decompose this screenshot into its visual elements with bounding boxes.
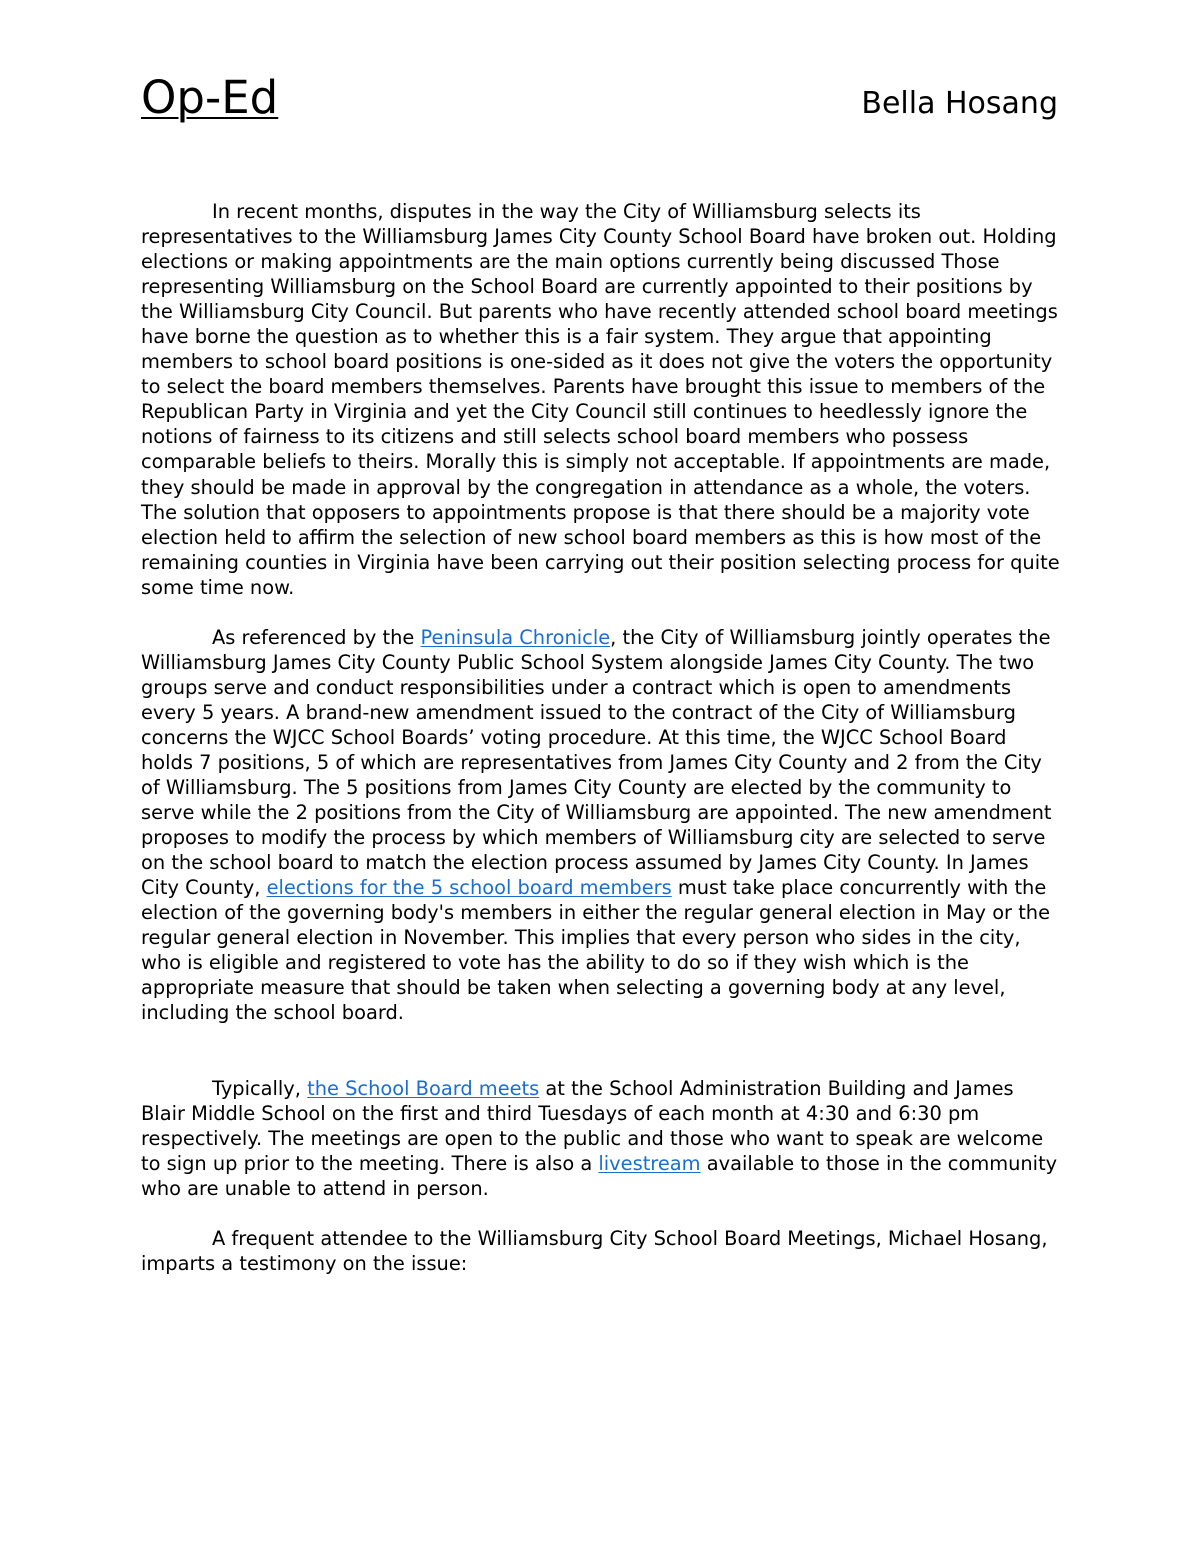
paragraph-spacer: [141, 600, 1061, 625]
paragraph-text: As referenced by the: [212, 625, 421, 649]
paragraph-testimony-intro: A frequent attendee to the Williamsburg City School Board Meetings, Michael Hosang, imparts a testimony on the issue:: [141, 1226, 1048, 1275]
school-board-elections-link[interactable]: elections for the 5 school board members: [266, 876, 672, 900]
author-name: Bella Hosang: [861, 86, 1058, 121]
school-board-meets-link[interactable]: the School Board meets: [307, 1076, 540, 1100]
document-title: Op-Ed: [141, 71, 279, 124]
paragraph-spacer: [141, 1026, 1061, 1076]
article-body: [141, 199, 1061, 1276]
paragraph-intro: In recent months, disputes in the way the City of Williamsburg selects its representatives to the Williamsburg James City County School Board have broken out. Holding elections or making appointments are the main options currently being discussed Those representing Williamsburg on the School Board are currently appointed to their positions by the Williamsburg City Council. But parents who have recently attended school board meetings have borne the question as to whether this is a fair system. They argue that appointing members to school board positions is one-sided as it does not give the voters the opportunity to select the board members themselves. Parents have brought this issue to members of the Republican Party in Virginia and yet the City Council still continues to heedlessly ignore the notions of fairness to its citizens and still selects school board members who possess comparable beliefs to theirs. Morally this is simply not acceptable. If appointments are made, they should be made in approval by the congregation in attendance as a whole, the voters. The solution that opposers to appointments propose is that there should be a majority vote election held to affirm the selection of new school board members as this is how most of the remaining counties in Virginia have been carrying out their position selecting process for quite some time now.: [141, 200, 1060, 599]
paragraph-spacer: [141, 1201, 1061, 1226]
paragraph-text: available to those in the community who are unable to attend in person.: [141, 1151, 1058, 1200]
paragraph-contract: [141, 625, 1061, 1026]
paragraph-text: at the School Administration Building and James Blair Middle School on the first and third Tuesdays of each month at 4:30 and 6:30 pm respectively. The meetings are open to the public and those who want to speak are welcome to sign up prior to the meeting. There is also a: [141, 1076, 1044, 1175]
paragraph-text: , the City of Williamsburg jointly operates the Williamsburg James City County Public School System alongside James City County. The two groups serve and conduct responsibilities under a contract which is open to amendments every 5 years. A brand-new amendment issued to the contract of the City of Williamsburg concerns the WJCC School Boards’ voting procedure. At this time, the WJCC School Board holds 7 positions, 5 of which are representatives from James City County and 2 from the City of Williamsburg. The 5 positions from James City County are elected by the community to serve while the 2 positions from the City of Williamsburg are appointed. The new amendment proposes to modify the process by which members of Williamsburg city are selected to serve on the school board to match the election process assumed by James City County. In James City County,: [141, 625, 1052, 900]
peninsula-chronicle-link[interactable]: Peninsula Chronicle: [420, 625, 611, 649]
livestream-link[interactable]: livestream: [598, 1151, 701, 1175]
paragraph-meetings: [141, 1076, 1061, 1201]
paragraph-text: must take place concurrently with the election of the governing body's members in either the regular general election in May or the regular general election in November. This implies that every person who sides in the city, who is eligible and registered to vote has the ability to do so if they wish which is the appropriate measure that should be taken when selecting a governing body at any level, including the school board.: [141, 876, 1051, 1025]
paragraph-text: Typically,: [212, 1076, 308, 1100]
